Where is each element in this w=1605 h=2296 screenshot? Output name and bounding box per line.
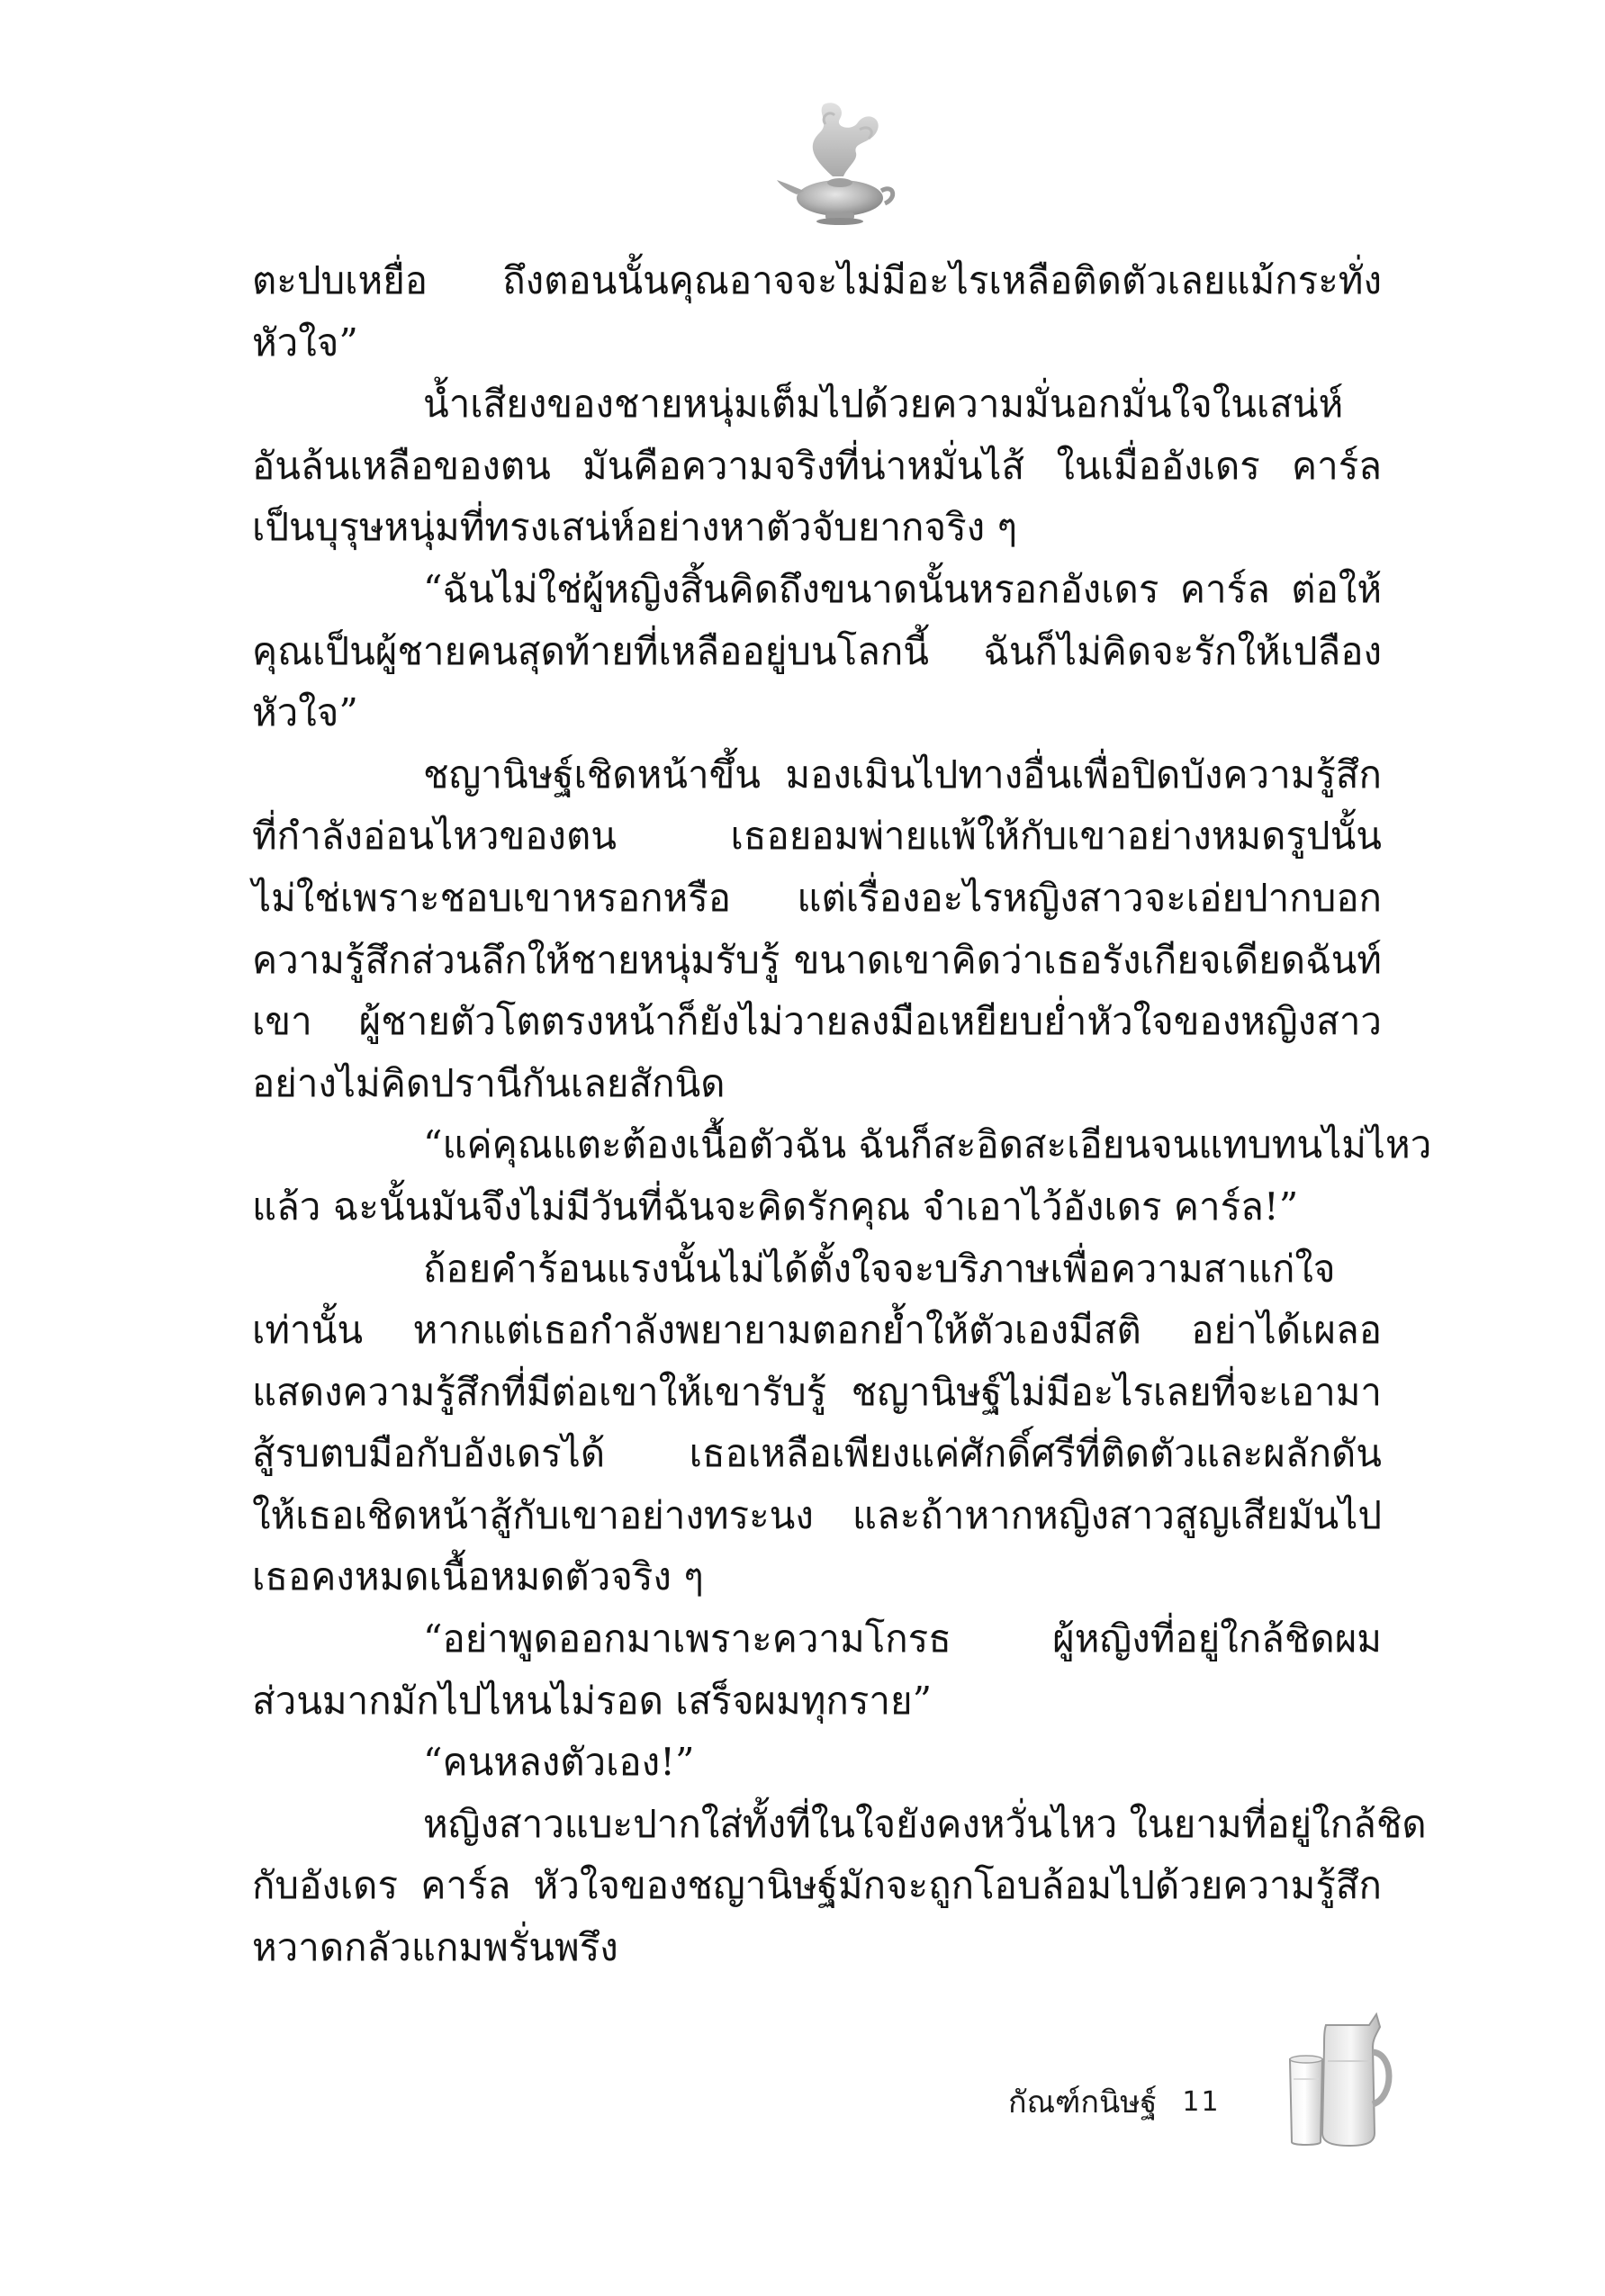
text-line: หัวใจ” <box>252 320 358 365</box>
text-line: เธอคงหมดเนื้อหมดตัวจริง ๆ <box>252 1554 704 1599</box>
text-line: ให้เธอเชิดหน้าสู้กับเขาอย่างทระนง และถ้าหากหญิงสาวสูญเสียมันไป <box>252 1492 1382 1537</box>
text-line: อันล้นเหลือของตน มันคือความจริงที่น่าหมั่นไส้ ในเมื่ออังเดร คาร์ล <box>252 443 1382 488</box>
page-number: 11 <box>1182 2085 1221 2118</box>
text-line: ที่กำลังอ่อนไหวของตน เธอยอมพ่ายแพ้ให้กับเขาอย่างหมดรูปนั้น <box>252 814 1382 859</box>
body-text <box>252 250 1432 1979</box>
text-line: “ฉันไม่ใช่ผู้หญิงสิ้นคิดถึงขนาดนั้นหรอกอังเดร คาร์ล ต่อให้ <box>423 566 1382 611</box>
text-line: เขา ผู้ชายตัวโตตรงหน้าก็ยังไม่วายลงมือเหยียบย่ำหัวใจของหญิงสาว <box>252 999 1382 1044</box>
text-line: หัวใจ” <box>252 690 358 735</box>
text-line: ชญานิษฐ์เชิดหน้าขึ้น มองเมินไปทางอื่นเพื่อปิดบังความรู้สึก <box>423 752 1382 797</box>
text-line: ถ้อยคำร้อนแรงนั้นไม่ได้ตั้งใจจะบริภาษเพื่อความสาแก่ใจ <box>423 1246 1336 1291</box>
text-line: ไม่ใช่เพราะชอบเขาหรอกหรือ แต่เรื่องอะไรหญิงสาวจะเอ่ยปากบอก <box>252 875 1382 920</box>
text-line: ตะปบเหยื่อ ถึงตอนนั้นคุณอาจจะไม่มีอะไรเหลือติดตัวเลยแม้กระทั่ง <box>252 258 1382 302</box>
text-line: สู้รบตบมือกับอังเดรได้ เธอเหลือเพียงแค่ศักดิ์ศรีที่ติดตัวและผลักดัน <box>252 1431 1382 1476</box>
text-line: แล้ว ฉะนั้นมันจึงไม่มีวันที่ฉันจะคิดรักคุณ จำเอาไว้อังเดร คาร์ล!” <box>252 1184 1299 1229</box>
milk-jug-and-glass-icon <box>1283 2007 1395 2151</box>
text-line: “แค่คุณแตะต้องเนื้อตัวฉัน ฉันก็สะอิดสะเอียนจนแทบทนไม่ไหว <box>423 1122 1432 1167</box>
genie-lamp-icon <box>770 97 905 232</box>
text-line: “อย่าพูดออกมาเพราะความโกรธ ผู้หญิงที่อยู่ใกล้ชิดผม <box>423 1616 1382 1661</box>
text-line: คุณเป็นผู้ชายคนสุดท้ายที่เหลืออยู่บนโลกนี้ ฉันก็ไม่คิดจะรักให้เปลือง <box>252 628 1382 673</box>
text-line: ความรู้สึกส่วนลึกให้ชายหนุ่มรับรู้ ขนาดเขาคิดว่าเธอรังเกียจเดียดฉันท์ <box>252 937 1382 982</box>
text-line: เป็นบุรุษหนุ่มที่ทรงเสน่ห์อย่างหาตัวจับยากจริง ๆ <box>252 505 1018 550</box>
page-footer <box>1008 2075 1221 2129</box>
text-line: น้ำเสียงของชายหนุ่มเต็มไปด้วยความมั่นอกมั่นใจในเสน่ห์ <box>423 382 1344 427</box>
book-title: กัณฑ์กนิษฐ์ <box>1008 2084 1158 2120</box>
text-line: อย่างไม่คิดปรานีกันเลยสักนิด <box>252 1060 726 1105</box>
text-line: กับอังเดร คาร์ล หัวใจของชญานิษฐ์มักจะถูกโอบล้อมไปด้วยความรู้สึก <box>252 1863 1382 1908</box>
text-line: หญิงสาวแบะปากใส่ทั้งที่ในใจยังคงหวั่นไหว ในยามที่อยู่ใกล้ชิด <box>423 1801 1427 1846</box>
text-line: แสดงความรู้สึกที่มีต่อเขาให้เขารับรู้ ชญานิษฐ์ไม่มีอะไรเลยที่จะเอามา <box>252 1369 1382 1414</box>
text-line: “คนหลงตัวเอง!” <box>423 1740 695 1785</box>
text-line: เท่านั้น หากแต่เธอกำลังพยายามตอกย้ำให้ตัวเองมีสติ อย่าได้เผลอ <box>252 1308 1382 1353</box>
text-line: ส่วนมากมักไปไหนไม่รอด เสร็จผมทุกราย” <box>252 1678 933 1723</box>
text-line: หวาดกลัวแกมพรั่นพรึง <box>252 1925 618 1970</box>
